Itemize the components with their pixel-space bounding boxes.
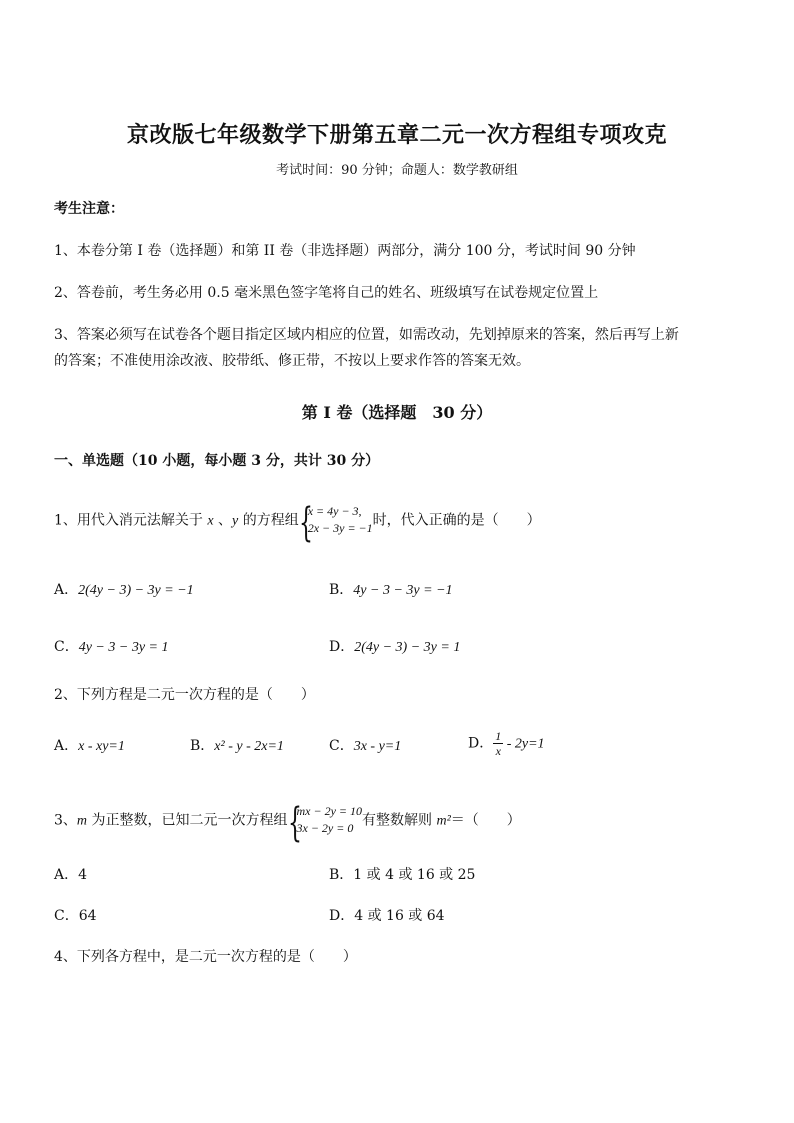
var-x: x [207,513,214,529]
equation-system-3 [287,800,363,846]
option-label: D． [329,908,355,924]
notice-item-3-line-1: 3、答案必须写在试卷各个题目指定区域内相应的位置，如需改动，先划掉原来的答案，然后再写上新 [54,327,679,343]
option-text: 3x - y=1 [353,739,402,754]
question-1-option-d [329,637,460,658]
question-2-option-a [54,736,125,757]
option-text: 4 或 16 或 64 [354,908,445,924]
question-1-sep: 、 [213,512,233,529]
var-y: y [232,513,239,529]
question-3-option-d [329,906,445,926]
option-text: 2(4y − 3) − 3y = −1 [78,583,194,598]
option-label: A． [54,867,79,883]
system-3-eq-2: 3x − 2y = 0 [296,821,354,835]
question-2-option-c [329,736,401,757]
question-3-suffix-b: ＝（ ） [450,812,521,829]
left-brace-icon: { [298,500,313,546]
option-text: - 2y=1 [503,736,545,752]
question-1-option-c [54,637,169,658]
question-3-prefix: 3、 [54,812,77,829]
option-text: x - xy=1 [78,739,125,754]
question-1-option-b [329,580,453,601]
question-2-option-b [190,736,284,757]
system-3-eq-1: mx − 2y = 10 [296,804,363,818]
question-3-option-c [54,906,97,926]
option-label: C． [54,639,79,655]
question-1-mid: 的方程组 [238,512,299,529]
question-1-suffix: 时，代入正确的是（ ） [372,512,541,529]
question-3-prefix-rest: 为正整数，已知二元一次方程组 [87,812,288,829]
question-3-suffix-a: 有整数解则 [362,812,437,829]
left-brace-icon: { [287,800,302,846]
equation-system-1 [298,500,373,546]
question-2-option-d [468,729,545,758]
system-1-eq-2: 2x − 3y = −1 [307,521,373,535]
var-m-squared: m² [436,813,451,829]
question-3-option-b [329,865,475,885]
option-text: 1 或 4 或 16 或 25 [353,867,476,883]
fraction-numerator: 1 [495,729,502,743]
page-title: 京改版七年级数学下册第五章二元一次方程组专项攻克 [126,122,667,148]
fraction-denominator: x [495,744,501,758]
option-text: x² - y - 2x=1 [214,739,284,754]
question-2-stem: 2、下列方程是二元一次方程的是（ ） [54,687,315,703]
option-text: 4 [78,867,88,883]
system-1-eq-1: x = 4y − 3, [307,504,362,518]
fraction [493,729,503,758]
option-text: 4y − 3 − 3y = −1 [353,583,453,598]
option-text: 64 [78,908,97,924]
part-heading: 一、单选题（10 小题，每小题 3 分，共计 30 分） [54,453,380,469]
question-3-option-a [54,865,87,885]
exam-info: 考试时间：90 分钟；命题人：数学教研组 [276,163,518,178]
section-title: 第 I 卷（选择题 30 分） [301,403,493,422]
question-4-stem: 4、下列各方程中，是二元一次方程的是（ ） [54,949,357,965]
option-text: 4y − 3 − 3y = 1 [78,640,169,655]
notice-item-1: 1、本卷分第 I 卷（选择题）和第 II 卷（非选择题）两部分，满分 100 分，考试时间 90 分钟 [54,243,636,259]
option-label: B． [329,582,354,598]
notice-heading: 考生注意： [54,201,124,217]
question-3-stem [54,800,521,846]
option-label: C． [54,908,79,924]
option-label: D． [329,639,355,655]
option-label: B． [190,738,215,754]
question-1-option-a [54,580,194,601]
var-m: m [76,813,88,829]
option-label: D． [468,735,494,752]
notice-item-3-line-2: 的答案；不准使用涂改液、胶带纸、修正带，不按以上要求作答的答案无效。 [54,353,530,369]
notice-item-2: 2、答卷前，考生务必用 0.5 毫米黑色签字笔将自己的姓名、班级填写在试卷规定位置上 [54,285,599,301]
option-label: B． [329,867,354,883]
option-label: C． [329,738,354,754]
option-label: A． [54,738,79,754]
option-text: 2(4y − 3) − 3y = 1 [354,640,461,655]
question-1-prefix: 1、用代入消元法解关于 [54,512,208,529]
option-label: A． [54,582,79,598]
question-1-stem [54,500,541,546]
